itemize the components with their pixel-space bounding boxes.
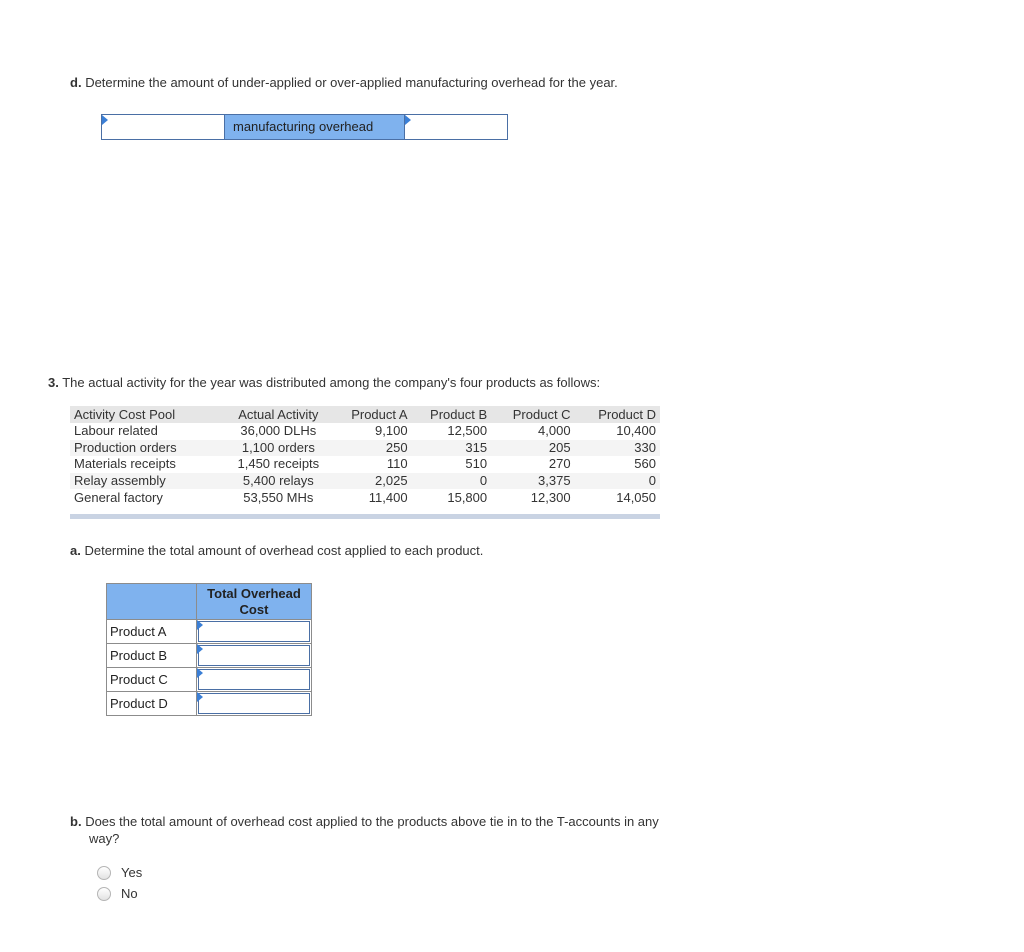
table-cell: 9,100	[375, 423, 408, 439]
table-cell: 205	[491, 440, 574, 457]
table-row	[70, 473, 660, 490]
product-c-cost-input[interactable]	[197, 668, 312, 692]
header-line-2: Cost	[239, 601, 269, 617]
table-row	[70, 456, 660, 473]
table-row	[107, 692, 312, 716]
part-d-text: Determine the amount of under-applied or over-applied manufacturing overhead for the year.	[85, 75, 618, 90]
input-marker-icon	[197, 644, 203, 654]
table-cell: Relay assembly	[70, 473, 225, 490]
table-cell: 270	[548, 456, 571, 472]
part-a-question	[70, 543, 483, 558]
table-cell: 11,400	[368, 489, 408, 505]
table-cell: 0	[575, 473, 660, 490]
product-b-cost-input[interactable]	[197, 644, 312, 668]
part-b-text-line-1: Does the total amount of overhead cost applied to the products above tie in to the T-accounts in any	[85, 814, 659, 829]
option-no[interactable]	[97, 886, 138, 901]
option-yes-label: Yes	[121, 865, 143, 880]
col-product-d: Product D	[575, 406, 660, 423]
table-cell: 3,375	[491, 473, 574, 490]
table-cell: 560	[634, 456, 656, 472]
table-row	[107, 668, 312, 692]
col-activity-cost-pool: Activity Cost Pool	[70, 406, 225, 423]
header-blank	[107, 584, 197, 620]
total-overhead-cost-header	[197, 584, 312, 620]
col-product-a: Product A	[332, 406, 412, 423]
table-row	[107, 644, 312, 668]
col-product-b: Product B	[412, 406, 492, 423]
table-cell: 4,000	[538, 423, 571, 439]
table-row	[107, 620, 312, 644]
option-no-label: No	[121, 886, 138, 901]
table-divider	[70, 514, 660, 519]
table-cell: 36,000 DLHs	[240, 423, 317, 439]
overhead-table	[106, 583, 312, 716]
part-a-label: a.	[70, 543, 81, 558]
part-b-question	[70, 813, 659, 847]
table-cell: 110	[386, 456, 408, 472]
overhead-amount-input[interactable]	[404, 114, 508, 140]
product-d-label: Product D	[107, 692, 197, 716]
col-actual-activity: Actual Activity	[225, 406, 332, 423]
table-cell: 510	[465, 456, 488, 472]
radio-no[interactable]	[97, 887, 111, 901]
activity-table-header	[70, 406, 660, 423]
part-d-label: d.	[70, 75, 82, 90]
input-marker-icon	[102, 115, 108, 125]
table-cell: Labour related	[74, 423, 158, 439]
table-cell: 0	[412, 473, 492, 490]
product-a-label: Product A	[107, 620, 197, 644]
question-3	[48, 375, 600, 390]
table-cell: 5,400 relays	[225, 473, 332, 490]
part-b-text-line-2: way?	[89, 831, 120, 846]
table-cell: 14,050	[616, 489, 656, 505]
table-row	[70, 489, 660, 506]
table-cell: 250	[332, 440, 412, 457]
table-cell: 10,400	[616, 423, 656, 439]
overhead-table-header	[107, 584, 312, 620]
header-line-1: Total Overhead	[207, 585, 301, 601]
table-cell: 53,550 MHs	[243, 489, 314, 505]
table-cell: Materials receipts	[74, 456, 176, 472]
table-cell: 315	[412, 440, 492, 457]
input-marker-icon	[405, 115, 411, 125]
table-cell: 12,500	[447, 423, 488, 439]
manufacturing-overhead-row	[101, 114, 508, 140]
table-cell: 2,025	[332, 473, 412, 490]
part-b-label: b.	[70, 814, 82, 829]
table-cell: 330	[575, 440, 660, 457]
option-yes[interactable]	[97, 865, 142, 880]
table-cell: 12,300	[530, 489, 571, 505]
product-b-label: Product B	[107, 644, 197, 668]
col-product-c: Product C	[491, 406, 574, 423]
part-d-question	[70, 75, 618, 90]
input-marker-icon	[197, 620, 203, 630]
table-row	[70, 440, 660, 457]
overhead-type-input[interactable]	[101, 114, 225, 140]
input-marker-icon	[197, 692, 203, 702]
product-a-cost-input[interactable]	[197, 620, 312, 644]
product-c-label: Product C	[107, 668, 197, 692]
table-cell: 15,800	[447, 489, 488, 505]
table-row	[70, 423, 660, 440]
product-d-cost-input[interactable]	[197, 692, 312, 716]
activity-table	[70, 406, 660, 506]
manufacturing-overhead-label: manufacturing overhead	[225, 114, 404, 140]
table-cell: 1,100 orders	[225, 440, 332, 457]
table-cell: General factory	[74, 489, 163, 505]
radio-yes[interactable]	[97, 866, 111, 880]
question-3-number: 3.	[48, 375, 59, 390]
input-marker-icon	[197, 668, 203, 678]
table-cell: Production orders	[70, 440, 225, 457]
table-cell: 1,450 receipts	[237, 456, 320, 472]
question-3-text: The actual activity for the year was distributed among the company's four products as follows:	[62, 375, 601, 390]
part-a-text: Determine the total amount of overhead cost applied to each product.	[84, 543, 484, 558]
